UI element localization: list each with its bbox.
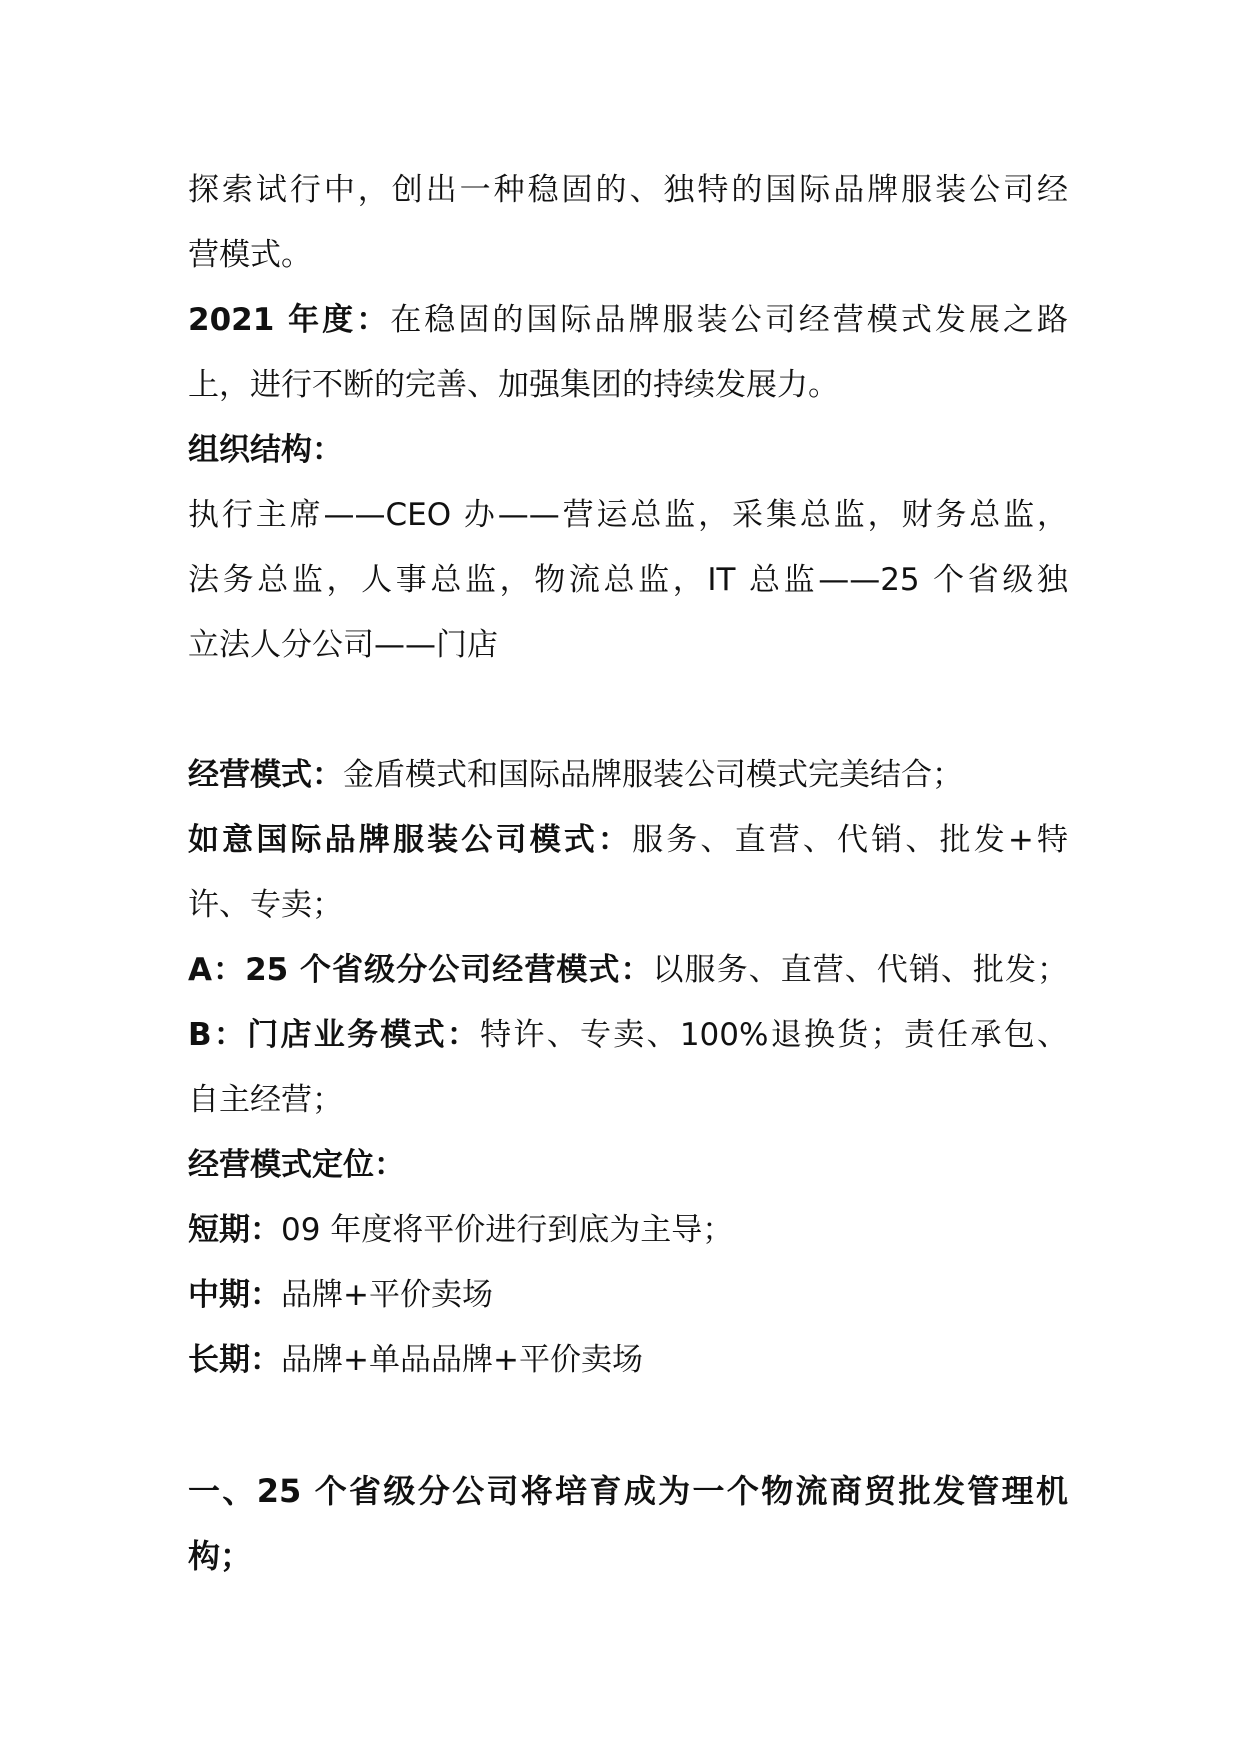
document-page xyxy=(188,158,1068,1589)
paragraph-line xyxy=(188,1328,1068,1393)
heading-text: 构； xyxy=(188,1537,253,1575)
paragraph-line xyxy=(188,1068,1068,1133)
paragraph-text: 自主经营； xyxy=(188,1082,343,1118)
paragraph-line xyxy=(188,353,1068,418)
bold-label: 如意国际品牌服装公司模式： xyxy=(188,822,633,858)
bold-label: 短期： xyxy=(188,1212,281,1248)
paragraph-line xyxy=(188,223,1068,288)
bold-label: 长期： xyxy=(188,1342,281,1378)
section-heading xyxy=(188,1524,1068,1589)
paragraph-text: 营模式。 xyxy=(188,237,312,273)
paragraph-line xyxy=(188,873,1068,938)
paragraph-line xyxy=(188,808,1068,873)
bold-label: 2021 年度： xyxy=(188,302,391,338)
bold-label: 经营模式： xyxy=(188,757,343,793)
paragraph-line xyxy=(188,613,1068,678)
section-label-line xyxy=(188,418,1068,483)
bold-label: B：门店业务模式： xyxy=(188,1017,481,1053)
section-label-line xyxy=(188,1133,1068,1198)
paragraph-text: 探索试行中，创出一种稳固的、独特的国际品牌服装公司经 xyxy=(188,172,1068,208)
paragraph-line xyxy=(188,158,1068,223)
bold-label: 中期： xyxy=(188,1277,281,1313)
bold-label: 组织结构： xyxy=(188,432,343,468)
heading-text: 一、25 个省级分公司将培育成为一个物流商贸批发管理机 xyxy=(188,1472,1068,1510)
paragraph-text: 在稳固的国际品牌服装公司经营模式发展之路 xyxy=(390,302,1068,338)
paragraph-text: 品牌+单品品牌+平价卖场 xyxy=(281,1342,643,1378)
paragraph-text: 许、专卖； xyxy=(188,887,343,923)
paragraph-text: 服务、直营、代销、批发+特 xyxy=(632,822,1068,858)
paragraph-line xyxy=(188,1263,1068,1328)
paragraph-line xyxy=(188,1198,1068,1263)
paragraph-line xyxy=(188,483,1068,548)
paragraph-line xyxy=(188,1003,1068,1068)
paragraph-line xyxy=(188,938,1068,1003)
paragraph-text: 法务总监，人事总监，物流总监，IT 总监——25 个省级独 xyxy=(188,562,1068,598)
section-heading xyxy=(188,1459,1068,1524)
paragraph-text: 上，进行不断的完善、加强集团的持续发展力。 xyxy=(188,367,839,403)
paragraph-text: 以服务、直营、代销、批发； xyxy=(652,952,1068,988)
paragraph-line xyxy=(188,743,1068,808)
paragraph-text: 特许、专卖、100%退换货；责任承包、 xyxy=(480,1017,1068,1053)
paragraph-text: 执行主席——CEO 办——营运总监，采集总监，财务总监， xyxy=(188,497,1068,533)
paragraph-text: 09 年度将平价进行到底为主导； xyxy=(281,1212,734,1248)
paragraph-text: 品牌+平价卖场 xyxy=(281,1277,493,1313)
paragraph-line xyxy=(188,548,1068,613)
paragraph-text: 立法人分公司——门店 xyxy=(188,627,498,663)
paragraph-text: 金盾模式和国际品牌服装公司模式完美结合； xyxy=(343,757,963,793)
bold-label: A：25 个省级分公司经营模式： xyxy=(188,952,653,988)
bold-label: 经营模式定位： xyxy=(188,1147,405,1183)
paragraph-line xyxy=(188,288,1068,353)
